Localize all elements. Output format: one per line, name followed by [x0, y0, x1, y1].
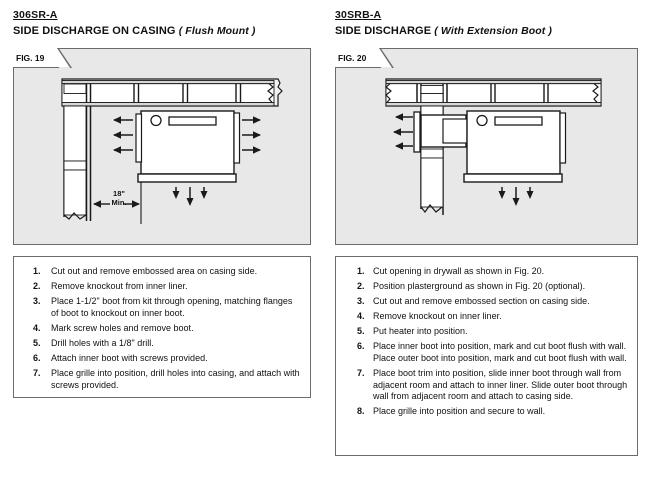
model-code-right: 30SRB-A — [335, 9, 382, 21]
title-left-paren: ( Flush Mount ) — [178, 25, 256, 37]
figure-19-drawing — [14, 49, 312, 246]
list-item — [343, 281, 628, 293]
list-item-number: 6. — [357, 341, 365, 352]
list-item-number: 7. — [33, 368, 41, 379]
figure-19-svg — [14, 49, 312, 246]
instructions-306SR-A-list — [14, 257, 310, 404]
list-item-text: Remove knockout from inner liner. — [51, 281, 188, 292]
list-item — [343, 368, 628, 403]
list-item — [21, 296, 301, 319]
figure-20-box — [335, 48, 638, 245]
list-item-number: 3. — [357, 296, 365, 307]
title-left-main: SIDE DISCHARGE ON CASING — [13, 25, 176, 37]
list-item-text: Place 1-1/2" boot from kit through opening, matching flanges of boot to knockout on inner boot. — [51, 296, 293, 318]
list-item-number: 5. — [357, 326, 365, 337]
list-item-text: Place grille into position and secure to wall. — [373, 406, 546, 417]
list-item — [21, 281, 301, 293]
list-item-text: Place boot trim into position, slide inner boot through wall from adjacent room and attach to inner liner. Slide outer boot through wall from adjacent room and attach to casing side. — [373, 368, 628, 402]
list-item — [343, 296, 628, 308]
list-item — [21, 353, 301, 365]
list-item-number: 1. — [33, 266, 41, 276]
list-item — [21, 338, 301, 350]
list-item — [21, 323, 301, 335]
list-item-number: 2. — [33, 281, 41, 292]
list-item-text: Cut out and remove embossed section on casing side. — [373, 296, 590, 307]
list-item-number: 2. — [357, 281, 365, 292]
list-item-number: 6. — [33, 353, 41, 364]
list-item-number: 7. — [357, 368, 365, 379]
list-item-text: Remove knockout on inner liner. — [373, 311, 502, 322]
figure-19-label: FIG. 19 — [16, 53, 45, 63]
list-item — [21, 368, 301, 391]
list-item-number: 1. — [357, 266, 365, 276]
dimension-label-18-min — [105, 190, 133, 207]
list-item-number: 3. — [33, 296, 41, 307]
list-item — [343, 311, 628, 323]
list-item-number: 8. — [357, 406, 365, 417]
list-item — [343, 406, 628, 418]
title-right-paren: ( With Extension Boot ) — [434, 25, 552, 37]
list-item-number: 4. — [357, 311, 365, 322]
figure-19-box — [13, 48, 311, 245]
instructions-306SR-A-box — [13, 256, 311, 398]
figure-20-svg — [336, 49, 639, 246]
list-item — [343, 326, 628, 338]
list-item-text: Place inner boot into position, mark and cut boot flush with wall. Place outer boot into position, mark and cut boot flush with wall. — [373, 341, 627, 364]
list-item-text: Attach inner boot with screws provided. — [51, 353, 208, 364]
list-item-text: Mark screw holes and remove boot. — [51, 322, 194, 333]
title-right-main: SIDE DISCHARGE — [335, 25, 432, 37]
list-item — [343, 266, 628, 278]
instructions-30SRB-A-box — [335, 256, 638, 456]
list-item — [21, 266, 301, 278]
list-item-text: Put heater into position. — [373, 326, 468, 337]
panel-30SRB-A — [328, 0, 645, 486]
list-item-number: 4. — [33, 322, 41, 333]
list-item-text: Position plasterground as shown in Fig. 20 (optional). — [373, 281, 586, 292]
figure-20-drawing — [336, 49, 639, 246]
title-left — [13, 25, 255, 37]
instructions-30SRB-A-list — [336, 257, 637, 431]
dimension-qualifier: Min. — [111, 197, 127, 207]
list-item-text: Cut out and remove embossed area on casing side. — [51, 266, 258, 276]
list-item-text: Place grille into position, drill holes into casing, and attach with screws provided. — [51, 368, 300, 390]
list-item-text: Drill holes with a 1/8" drill. — [51, 337, 154, 348]
model-code-left: 306SR-A — [13, 9, 58, 21]
panel-306SR-A — [0, 0, 322, 486]
title-right — [335, 25, 552, 37]
list-item-text: Cut opening in drywall as shown in Fig. 20. — [373, 266, 545, 276]
figure-20-label: FIG. 20 — [338, 53, 367, 63]
list-item-number: 5. — [33, 337, 41, 348]
list-item — [343, 341, 628, 364]
dimension-value: 18" — [113, 189, 125, 198]
